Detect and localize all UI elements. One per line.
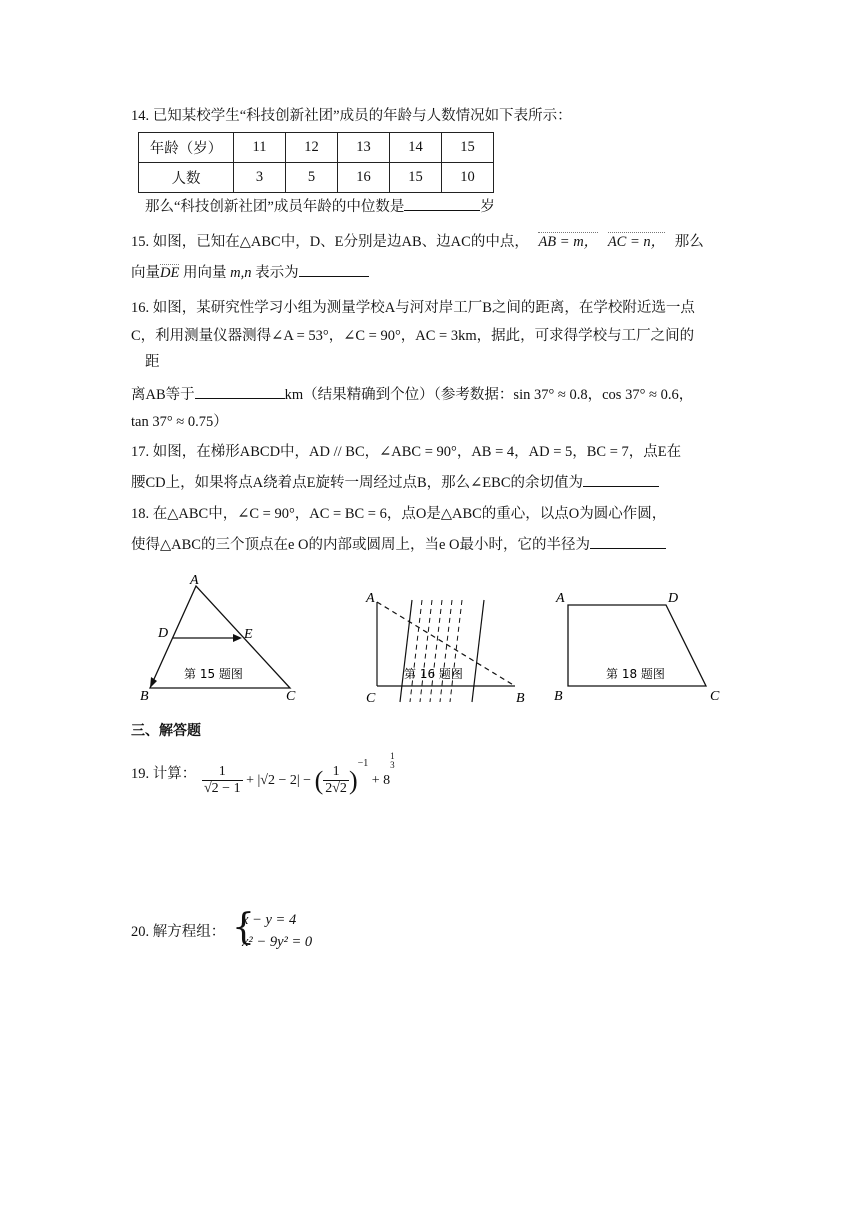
table-row [139,163,494,193]
equation-2: x² − 9y² = 0 [242,934,313,950]
caption-15: 第 15 题图 [184,667,243,681]
q15-line2 [131,262,369,283]
q19-label: 19. 计算： [131,766,197,782]
q18-line2-text: 使得△ABC的三个顶点在e O的内部或圆周上，当e O最小时，它的半径为 [131,537,591,553]
answer-blank[interactable] [195,384,285,399]
table-cell: 11 [234,133,286,163]
label-c: C [710,689,720,704]
figure-15 [130,572,310,704]
river-line [430,600,442,702]
table-row [139,133,494,163]
q18-line2 [131,534,666,555]
figure-16 [360,590,540,706]
q15-stem: 15. 如图，已知在△ABC中，D、E分别是边AB、边AC的中点， [131,234,529,250]
table-cell: 10 [442,163,494,193]
river-line [440,600,452,702]
q17-line2-text: 腰CD上，如果将点A绕着点E旋转一周经过点B，那么∠EBC的余切值为 [131,475,583,491]
vector-ac: AC = n， [607,234,666,250]
river-line [420,600,432,702]
q19-expression: $\frac{1}{√2 - 1}$ + |√2 − 2| − ( $\frac{1}{2√2}$ )$^{-1} + 8^{1 3}$ [204,751,395,797]
q14-answer-prefix: 那么“科技创新社团”成员年龄的中位数是 [145,199,405,215]
vector-ab: AB = m， [538,234,599,250]
answer-blank[interactable] [404,196,480,211]
q14-stem: 14. 已知某校学生“科技创新社团”成员的年龄与人数情况如下表所示： [131,108,572,124]
q18-line1: 18. 在△ABC中，∠C = 90°，AC = BC = 6，点O是△ABC的重心，以点O为圆心作圆， [131,506,667,522]
river-line [410,600,422,702]
vector-de: DE [160,265,180,281]
q16-line2: C，利用测量仪器测得∠A = 53°，∠C = 90°，AC = 3km，据此，可求得学校与工厂之间的 [131,328,695,344]
q16-line4 [131,384,693,405]
label-a: A [556,591,565,606]
q15-tail: 那么 [674,234,704,250]
q16-line1: 16. 如图，某研究性学习小组为测量学校A与河对岸工厂B之间的距离，在学校附近选一点 [131,300,695,316]
q15-line2-suffix: 表示为 [255,265,299,281]
age-count-table [138,132,494,193]
label-d: D [668,591,679,606]
river-line [450,600,462,702]
table-cell: 3 [234,163,286,193]
q16-line4-suffix: km（结果精确到个位）（参考数据：sin 37° ≈ 0.8，cos 37° ≈ 0.6， [284,387,694,403]
label-c: C [366,691,376,706]
table-cell: 14 [390,133,442,163]
caption-16: 第 16 题图 [404,667,463,681]
vector-mn: m,n [230,265,252,281]
answer-blank[interactable] [583,472,659,487]
label-d: D [158,626,169,641]
q15-line1 [131,232,704,252]
q14-answer-suffix: 岁 [480,199,495,215]
answer-blank[interactable] [590,534,666,549]
table-cell: 16 [338,163,390,193]
q15-line2-prefix: 向量 [131,265,160,281]
answer-blank[interactable] [299,262,369,277]
q17-line1: 17. 如图，在梯形ABCD中，AD // BC，∠ABC = 90°，AB = 4，AD = 5，BC = 7，点E在 [131,444,682,460]
q15-line2-mid: 用向量 [182,265,227,281]
label-a: A [366,591,375,606]
table-cell: 5 [286,163,338,193]
q17-line2 [131,472,659,493]
table-cell: 15 [390,163,442,193]
table-cell: 13 [338,133,390,163]
label-a: A [190,573,199,588]
label-b: B [516,691,525,706]
label-b: B [140,689,149,704]
q16-line4-prefix: 离AB等于 [131,387,195,403]
table-header-age: 年龄（岁） [139,133,234,163]
table-cell: 12 [286,133,338,163]
q16-line5: tan 37° ≈ 0.75） [131,414,228,430]
table-cell: 15 [442,133,494,163]
river-bank-right [472,600,484,702]
equation-1: x − y = 4 [242,912,297,928]
q16-line3: 距 [145,354,160,370]
section-heading: 三、解答题 [131,723,201,739]
arrowhead-b [150,677,157,688]
q14-answer-line [145,196,495,217]
river-bank-left [400,600,412,702]
fraction: $\frac{1}{√2 - 1}$ [204,764,241,797]
figure-18 [548,588,728,706]
label-c: C [286,689,296,704]
table-header-count: 人数 [139,163,234,193]
q20-label: 20. 解方程组： [131,924,226,940]
label-b: B [554,689,563,704]
brace-icon: { [232,907,255,948]
label-e: E [244,627,253,642]
caption-18: 第 18 题图 [606,667,665,681]
fraction: $\frac{1}{2√2}$ [325,764,347,797]
